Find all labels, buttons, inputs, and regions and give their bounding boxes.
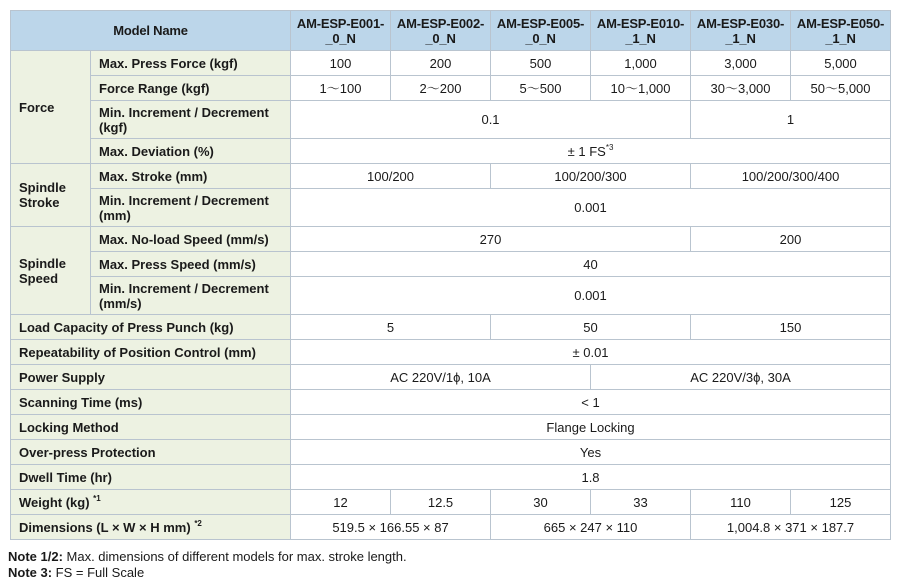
footnote-mark: *3 bbox=[605, 142, 614, 152]
row-label bbox=[11, 490, 291, 515]
row-label: Max. Stroke (mm) bbox=[91, 164, 291, 189]
group-force: Force bbox=[11, 51, 91, 164]
row-label: Min. Increment / Decrement (kgf) bbox=[91, 101, 291, 139]
row-label: Max. Deviation (%) bbox=[91, 139, 291, 164]
cell: 12.5 bbox=[391, 490, 491, 515]
cell: 1,000 bbox=[591, 51, 691, 76]
table-row bbox=[11, 189, 891, 227]
footnote-mark: *2 bbox=[194, 518, 202, 528]
cell: 500 bbox=[491, 51, 591, 76]
cell: AC 220V/3ϕ, 30A bbox=[591, 365, 891, 390]
cell: 665 × 247 × 110 bbox=[491, 515, 691, 540]
cell: 30 bbox=[491, 490, 591, 515]
table-row bbox=[11, 440, 891, 465]
cell: Flange Locking bbox=[291, 415, 891, 440]
row-label: Min. Increment / Decrement (mm/s) bbox=[91, 277, 291, 315]
row-label: Load Capacity of Press Punch (kg) bbox=[11, 315, 291, 340]
table-row bbox=[11, 340, 891, 365]
deviation-value: ± 1 FS bbox=[567, 143, 606, 159]
cell: 1,004.8 × 371 × 187.7 bbox=[691, 515, 891, 540]
cell bbox=[291, 139, 891, 164]
cell: 100/200/300/400 bbox=[691, 164, 891, 189]
model-name-header: Model Name bbox=[11, 11, 291, 51]
cell: 200 bbox=[691, 227, 891, 252]
cell: 200 bbox=[391, 51, 491, 76]
cell: 40 bbox=[291, 252, 891, 277]
cell: 10～1,000 bbox=[591, 76, 691, 101]
group-spindle-stroke: Spindle Stroke bbox=[11, 164, 91, 227]
cell: 30～3,000 bbox=[691, 76, 791, 101]
table-row bbox=[11, 227, 891, 252]
cell: 125 bbox=[791, 490, 891, 515]
cell: 110 bbox=[691, 490, 791, 515]
spec-table bbox=[10, 10, 891, 540]
row-label bbox=[11, 515, 291, 540]
notes bbox=[8, 549, 407, 580]
row-label: Locking Method bbox=[11, 415, 291, 440]
cell: 2～200 bbox=[391, 76, 491, 101]
model-header: AM-ESP-E005-_0_N bbox=[491, 11, 591, 51]
row-label: Max. No-load Speed (mm/s) bbox=[91, 227, 291, 252]
cell: 1.8 bbox=[291, 465, 891, 490]
table-row bbox=[11, 139, 891, 164]
cell: 3,000 bbox=[691, 51, 791, 76]
cell: 5 bbox=[291, 315, 491, 340]
row-label: Force Range (kgf) bbox=[91, 76, 291, 101]
row-label: Max. Press Speed (mm/s) bbox=[91, 252, 291, 277]
row-label: Max. Press Force (kgf) bbox=[91, 51, 291, 76]
model-header: AM-ESP-E002-_0_N bbox=[391, 11, 491, 51]
note-3 bbox=[8, 565, 407, 581]
group-spindle-speed: Spindle Speed bbox=[11, 227, 91, 315]
cell: 0.1 bbox=[291, 101, 691, 139]
cell: 150 bbox=[691, 315, 891, 340]
table-row bbox=[11, 515, 891, 540]
cell: < 1 bbox=[291, 390, 891, 415]
cell: 100/200 bbox=[291, 164, 491, 189]
note-text: Max. dimensions of different models for max. stroke length. bbox=[62, 549, 407, 564]
cell: AC 220V/1ϕ, 10A bbox=[291, 365, 591, 390]
cell: 5～500 bbox=[491, 76, 591, 101]
row-label: Min. Increment / Decrement (mm) bbox=[91, 189, 291, 227]
cell: 519.5 × 166.55 × 87 bbox=[291, 515, 491, 540]
table-row bbox=[11, 365, 891, 390]
cell: 50～5,000 bbox=[791, 76, 891, 101]
table-row bbox=[11, 51, 891, 76]
cell: 33 bbox=[591, 490, 691, 515]
model-header: AM-ESP-E001-_0_N bbox=[291, 11, 391, 51]
weight-label: Weight (kg) bbox=[19, 494, 90, 510]
table-row bbox=[11, 415, 891, 440]
table-row bbox=[11, 164, 891, 189]
model-header: AM-ESP-E050-_1_N bbox=[791, 11, 891, 51]
table-row bbox=[11, 465, 891, 490]
model-header: AM-ESP-E010-_1_N bbox=[591, 11, 691, 51]
footnote-mark: *1 bbox=[93, 493, 101, 503]
cell: Yes bbox=[291, 440, 891, 465]
cell: 270 bbox=[291, 227, 691, 252]
cell: 1～100 bbox=[291, 76, 391, 101]
table-row bbox=[11, 252, 891, 277]
note-label: Note 1/2: bbox=[8, 549, 63, 564]
row-label: Over-press Protection bbox=[11, 440, 291, 465]
row-label: Dwell Time (hr) bbox=[11, 465, 291, 490]
cell: 100/200/300 bbox=[491, 164, 691, 189]
cell: ± 0.01 bbox=[291, 340, 891, 365]
cell: 0.001 bbox=[291, 277, 891, 315]
table-row bbox=[11, 76, 891, 101]
note-text: FS = Full Scale bbox=[52, 564, 145, 580]
header-row bbox=[11, 11, 891, 51]
table-row bbox=[11, 277, 891, 315]
table-row bbox=[11, 315, 891, 340]
row-label: Scanning Time (ms) bbox=[11, 390, 291, 415]
table-row bbox=[11, 490, 891, 515]
cell: 5,000 bbox=[791, 51, 891, 76]
note-1-2 bbox=[8, 549, 407, 565]
cell: 50 bbox=[491, 315, 691, 340]
cell: 12 bbox=[291, 490, 391, 515]
row-label: Power Supply bbox=[11, 365, 291, 390]
model-header: AM-ESP-E030-_1_N bbox=[691, 11, 791, 51]
cell: 0.001 bbox=[291, 189, 891, 227]
dimensions-label: Dimensions (L × W × H mm) bbox=[19, 519, 191, 535]
cell: 1 bbox=[691, 101, 891, 139]
row-label: Repeatability of Position Control (mm) bbox=[11, 340, 291, 365]
note-label: Note 3: bbox=[8, 564, 53, 580]
table-row bbox=[11, 390, 891, 415]
cell: 100 bbox=[291, 51, 391, 76]
table-row bbox=[11, 101, 891, 139]
